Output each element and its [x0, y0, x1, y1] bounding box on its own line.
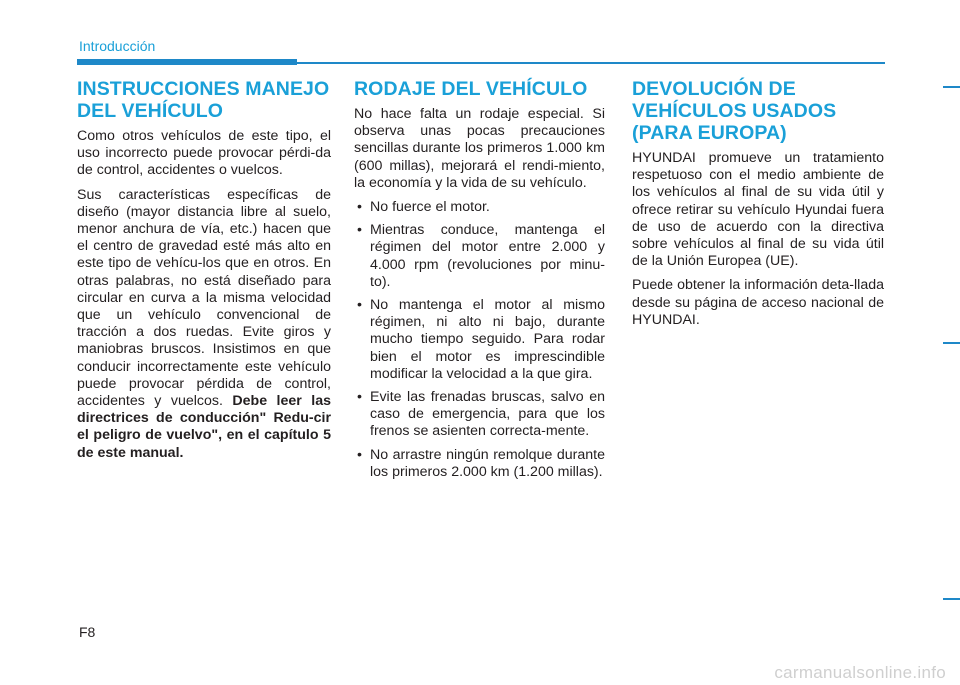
heading-vehicle-return: DEVOLUCIÓN DE VEHÍCULOS USADOS (PARA EUROPA): [632, 78, 837, 144]
watermark: carmanualsonline.info: [774, 663, 946, 682]
paragraph-handling-2-bold: Debe leer las directrices de conducción" Redu-cir el peligro de vuelvo", en el capítulo 5 de este manual.: [77, 393, 331, 461]
header-accent-bar: [77, 59, 297, 65]
bullet-icon: •: [357, 222, 362, 239]
list-item: • Mientras conduce, mantenga el régimen del motor entre 2.000 y 4.000 rpm (revoluciones por minu-to).: [357, 222, 605, 290]
header-rule: [297, 62, 885, 64]
column-handling: [77, 78, 331, 469]
list-item: • No mantenga el motor al mismo régimen, ni alto ni bajo, durante mucho tiempo seguido. Para rodar bien el motor es imprescindible modificar la velocidad a la que gira.: [357, 297, 605, 382]
header-section-title: Introducción: [79, 38, 156, 54]
side-mark-top: [943, 86, 960, 88]
break-in-list: [354, 199, 605, 481]
column-break-in: [354, 78, 605, 487]
paragraph-break-in-intro: No hace falta un rodaje especial. Si observa unas pocas precauciones sencillas durante los primeros 1.000 km (600 millas), mejorará el rendi-miento, la economía y la vida de su vehículo.: [354, 106, 605, 191]
paragraph-vehicle-return-1: HYUNDAI promueve un tratamiento respetuoso con el medio ambiente de los vehículos al final de su vida útil y ofrece retirar su vehículo Hyundai fuera de uso de acuerdo con la directiva sobre vehículos al final de su vida útil de la Unión Europea (UE).: [632, 150, 884, 270]
paragraph-handling-1: Como otros vehículos de este tipo, el uso incorrecto puede provocar pérdi-da de control, accidentes o vuelcos.: [77, 128, 331, 179]
column-vehicle-return: [632, 78, 884, 336]
heading-handling: INSTRUCCIONES MANEJO DEL VEHÍCULO: [77, 78, 330, 122]
paragraph-handling-2: [77, 187, 331, 462]
paragraph-handling-2-text: Sus características específicas de diseño (mayor distancia libre al suelo, menor anchura de vía, etc.) hacen que el centro de gravedad esté más alto en este tipo de vehícu-los que en otros. En otras palabras, no está diseñado para circular en curva a la misma velocidad que un vehículo convencional de tracción a dos ruedas. Evite giros y maniobras bruscos. Insistimos en que conducir incorrectamente este vehículo puede provocar pérdida de control, accidentes y vuelcos.: [77, 186, 331, 410]
bullet-icon: •: [357, 199, 362, 216]
bullet-icon: •: [357, 389, 362, 406]
list-item: • Evite las frenadas bruscas, salvo en caso de emergencia, para que los frenos se asienten correcta-mente.: [357, 389, 605, 440]
paragraph-vehicle-return-2: Puede obtener la información deta-llada desde su página de acceso nacional de HYUNDAI.: [632, 277, 884, 328]
side-mark-bottom: [943, 598, 960, 600]
list-item: • No arrastre ningún remolque durante los primeros 2.000 km (1.200 millas).: [357, 446, 605, 480]
bullet-icon: •: [357, 446, 362, 463]
heading-break-in: RODAJE DEL VEHÍCULO: [354, 78, 588, 100]
bullet-icon: •: [357, 297, 362, 314]
side-mark-middle: [943, 342, 960, 344]
list-item: • No fuerce el motor.: [357, 199, 490, 216]
page-number: F8: [79, 624, 96, 640]
